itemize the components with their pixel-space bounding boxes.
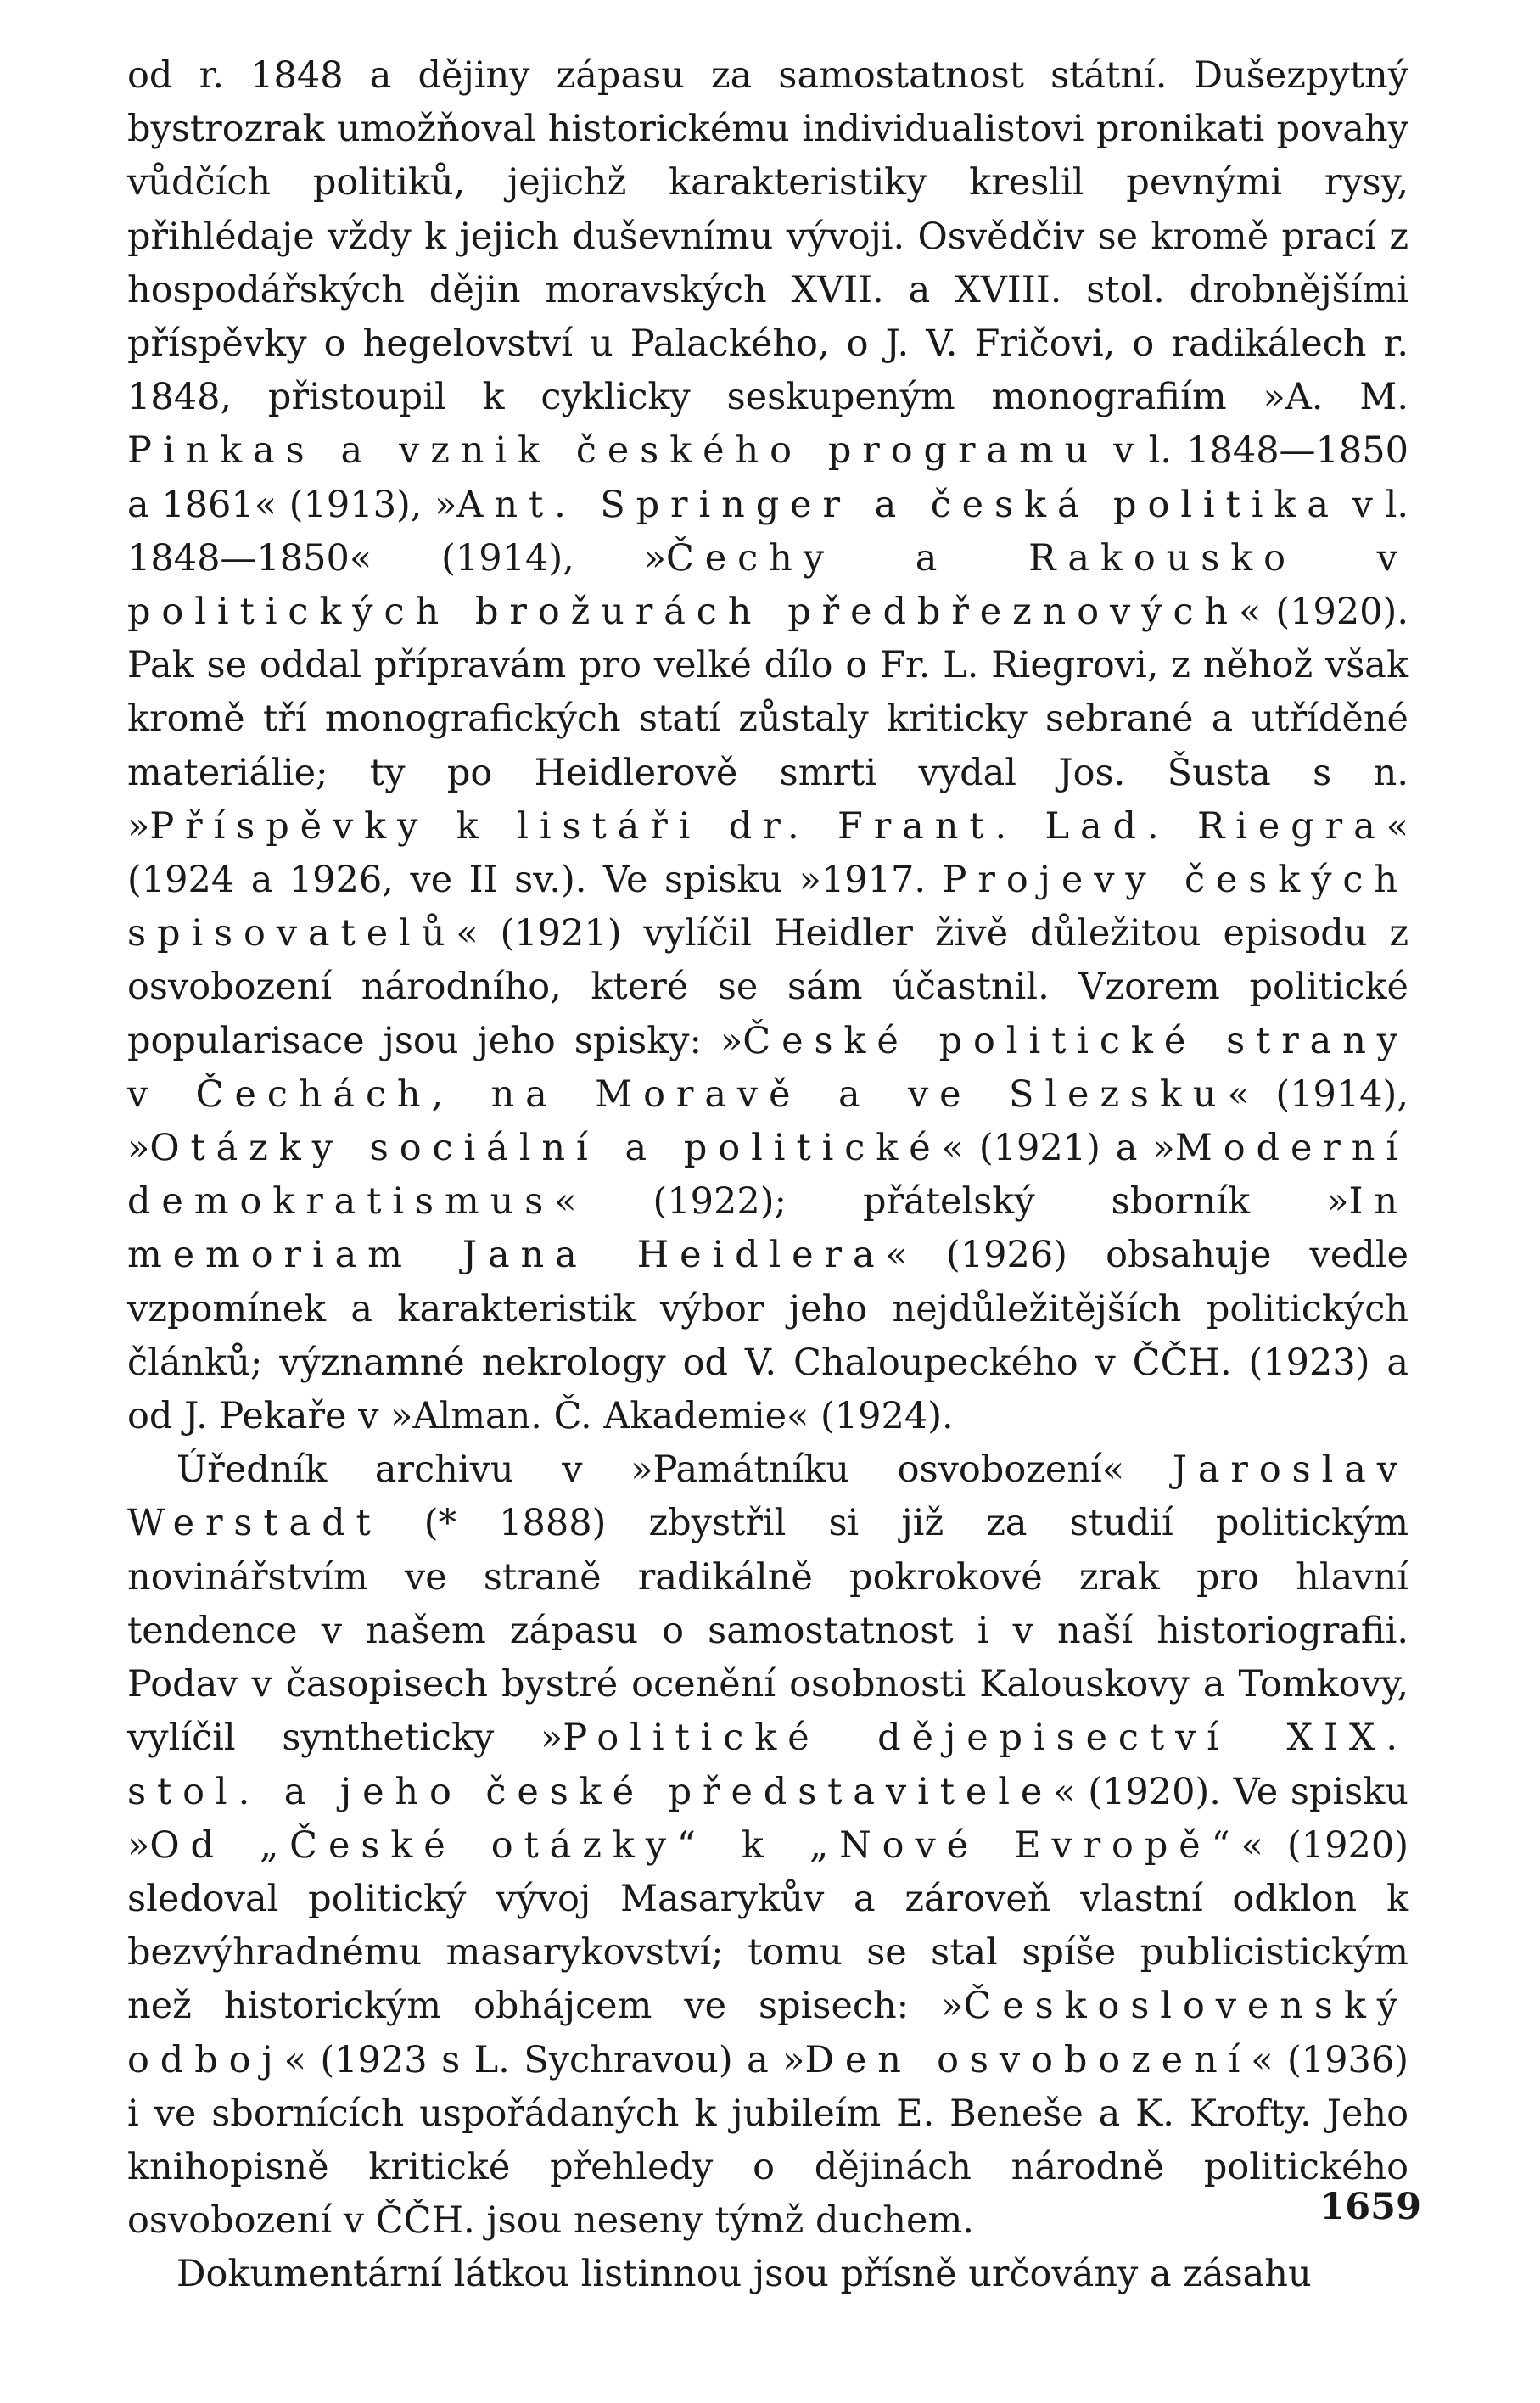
text-run: v l. 1848—1850 a 1861« (1913), »	[127, 429, 1408, 526]
spaced-title: Den osvobození	[804, 2038, 1252, 2081]
spaced-title: Pinkas a vznik českého programu	[127, 429, 1100, 473]
text-run: « (1922); přátelský sborník »	[554, 1180, 1349, 1224]
text-run: « (1920) sledoval politický vývoj Masarykův a zároveň vlastní odklon k bezvýhradnému masarykovství; tomu se stal spíše publicistickým než historickým obhájcem ve spisech: »	[127, 1823, 1408, 2028]
text-run: « (1936) i ve sbornících uspořádaných k jubileím E. Beneše a K. Krofty. Jeho knihopisně kritické přehledy o dějinách národně politického osvobození v ČČH. jsou neseny týmž duchem.	[127, 2038, 1408, 2243]
spaced-title: Jaroslav Werstadt	[127, 1448, 1408, 1545]
spaced-title: Ant. Springer a česká politika	[456, 483, 1340, 526]
text-run: « (1921) a »	[941, 1127, 1175, 1170]
text-run: « (1923 s L. Sychravou) a »	[283, 2038, 805, 2081]
text-run: « (1920). Pak se oddal přípravám pro velké dílo o Fr. L. Riegrovi, z něhož však kromě tří monografických statí zůstaly kriticky sebrané a utříděné materiálie; ty po Heidlerově smrti vydal Jos. Šusta s n. »	[127, 591, 1408, 848]
spaced-title: Otázky sociální a politické	[149, 1127, 942, 1170]
text-run: « (1914), »	[127, 1073, 1408, 1170]
spaced-title: Moderní demokratismus	[127, 1127, 1408, 1224]
spaced-title: Československý odboj	[127, 1985, 1408, 2081]
text-run: « (1920). Ve spisku »	[127, 1770, 1408, 1867]
spaced-title: Politické dějepisectví XIX. stol. a jeho české představitele	[127, 1717, 1408, 1813]
text-run: « (1921) vylíčil Heidler živě důležitou episodu z osvobození národního, které se sám účastnil. Vzorem politické popularisace jsou jeho spisky: »	[127, 912, 1408, 1062]
paragraph-heidler	[127, 49, 1408, 1443]
spaced-title: Čechy a Rakousko v politických brožurách předbřeznových	[127, 536, 1408, 634]
spaced-title: Příspěvky k listáři dr. Frant. Lad. Riegra	[149, 804, 1386, 848]
spaced-title: Od „České otázky“ k „Nové Evropě“	[149, 1823, 1241, 1867]
text-run: Dokumentární látkou listinnou jsou přísně určovány a zásahu	[176, 2253, 1312, 2296]
spaced-title: In memoriam Jana Heidlera	[127, 1180, 1408, 1277]
text-run: « (1924 a 1926, ve II sv.). Ve spisku »1917.	[127, 804, 1408, 902]
spaced-title: České politické strany v Čechách, na Moravě a ve Slezsku	[127, 1019, 1408, 1116]
paragraph-werstadt	[127, 1443, 1408, 2248]
text-run: Úředník archivu v »Památníku osvobození«	[176, 1448, 1173, 1492]
text-run: « (1926) obsahuje vedle vzpomínek a karakteristik výbor jeho nejdůležitějších politických článků; významné nekrology od V. Chaloupeckého v ČČH. (1923) a od J. Pekaře v »Alman. Č. Akademie« (1924).	[127, 1234, 1408, 1438]
text-run: (* 1888) zbystřil si již za studií politickým novinářstvím ve straně radikálně pokrokové zrak pro hlavní tendence v našem zápasu o samostatnost i v naší historiografii. Podav v časopisech bystré ocenění osobnosti Kalouskovy a Tomkovy, vylíčil synthеticky »	[127, 1502, 1408, 1760]
page-number: 1659	[1319, 2186, 1421, 2228]
paragraph-dokumentarni	[127, 2248, 1408, 2301]
text-run: od r. 1848 a dějiny zápasu za samostatnost státní. Dušezpytný bystrozrak umožňoval historickému individualistovi pronikati povahy vůdčích politiků, jejichž karakteristiky kreslil pevnými rysy, přihlédaje vždy k jejich duševnímu vývoji. Osvědčiv se kromě prací z hospodářských dějin moravských XVII. a XVIII. stol. drobnějšími příspěvky o hegelovství u Palackého, o J. V. Fričovi, o radikálech r. 1848, přistoupil k cyklicky seskupeným monografiím »A. M.	[127, 54, 1408, 419]
spaced-title: Projevy českých spisovatelů	[127, 859, 1408, 955]
text-run: v l. 1848—1850« (1914), »	[127, 483, 1408, 580]
page-body	[127, 49, 1408, 2302]
